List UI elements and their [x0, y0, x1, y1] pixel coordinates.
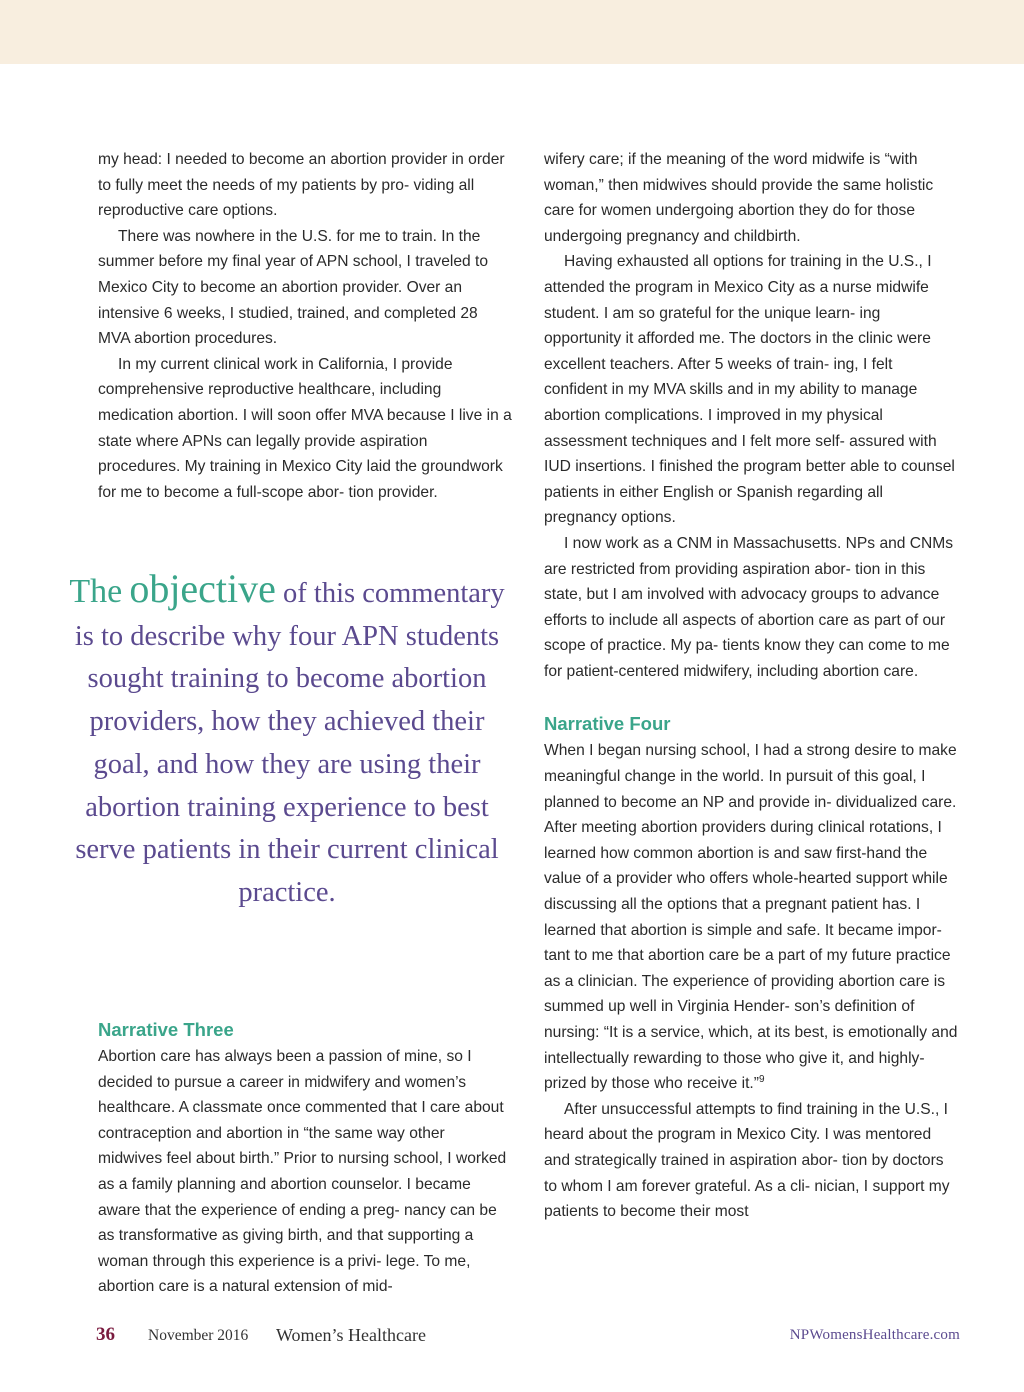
page-footer — [0, 1322, 1024, 1352]
issue-date: November 2016 — [148, 1327, 249, 1344]
narrative-four-heading: Narrative Four — [544, 713, 671, 735]
pull-quote-keyword: objective — [129, 566, 276, 611]
left-paragraph-2: There was nowhere in the U.S. for me to train. In the summer before my final year of APN school, I traveled to Mexico City to become an abortion provider. Over an intensive 6 weeks, I studied, trained, and completed 28 MVA abortion procedures. — [98, 227, 489, 348]
narrative-four-text: When I began nursing school, I had a strong desire to make meaningful change in the world. In pursuit of this goal, I planned to become an NP and provide in- dividualized care. After meeting abortion providers during clinical rotations, I learned how common abortion is and saw first-hand the value of a provider who offers whole-hearted support while discussing all the options that a pregnant patient has. I learned that abortion is simple and safe. It became impor- tant to me that abortion care be a part of my future practice as a clinician. The experience of providing abortion care is summed up well in Virginia Hender- son’s definition of nursing: “It is a service, which, at its best, is emotionally and intellectually rewarding to those who give it, and highly-prized by those who receive it.” — [544, 742, 958, 1093]
left-paragraph-1: my head: I needed to become an abortion provider in order to fully meet the needs of my patients by pro- viding all reproductive care options. — [98, 151, 505, 220]
narrative-three-heading: Narrative Three — [98, 1019, 234, 1040]
right-column — [544, 147, 960, 1225]
narrative-four-paragraph-2: After unsuccessful attempts to find training in the U.S., I heard about the program in Mexico City. I was mentored and strategically trained in aspiration abor- tion by doctors to whom I am forever grateful. As a cli- nician, I support my patients to become their most — [544, 1100, 950, 1221]
narrative-four-paragraph-1 — [544, 738, 960, 1096]
pull-quote-lead: The — [69, 573, 123, 610]
narrative-three-body: Abortion care has always been a passion of mine, so I decided to pursue a career in midwifery and women’s healthcare. A classmate once commented that I care about contraception and abortion in “the same way other midwives feel about birth.” Prior to nursing school, I worked as a family planning and abortion counselor. I became aware that the experience of ending a preg- nancy can be as transformative as giving birth, and that supporting a woman through this experience is a privi- lege. To me, abortion care is a natural extension of mid- — [98, 1048, 507, 1296]
pull-quote — [64, 568, 510, 915]
narrative-three — [98, 1016, 513, 1300]
magazine-title: Women’s Healthcare — [276, 1325, 426, 1345]
right-paragraph-3: I now work as a CNM in Massachusetts. NPs and CNMs are restricted from providing aspiration abor- tion in this state, but I am involved with advocacy groups to advance efforts to include all aspects of abortion care as part of our scope of practice. My pa- tients know they can come to me for patient-centered midwifery, including abortion care. — [544, 534, 954, 680]
website-url: NPWomensHealthcare.com — [789, 1327, 960, 1343]
page-number: 36 — [96, 1324, 115, 1345]
header-band — [0, 0, 1024, 64]
left-paragraph-3: In my current clinical work in California, I provide comprehensive reproductive healthcare, including medication abortion. I will soon offer MVA because I live in a state where APNs can legally provide aspiration procedures. My training in Mexico City laid the groundwork for me to become a full-scope abor- tion provider. — [98, 355, 512, 501]
pull-quote-text: of this commentary is to describe why four APN students sought training to become abortion providers, how they achieved their goal, and how they are using their abortion training experience to best serve patients in their current clinical practice. — [74, 578, 505, 908]
left-column — [98, 147, 513, 505]
right-paragraph-1: wifery care; if the meaning of the word midwife is “with woman,” then midwives should provide the same holistic care for women undergoing abortion they do for those undergoing pregnancy and childbirth. — [544, 151, 934, 245]
citation-marker: 9 — [758, 1074, 765, 1085]
right-paragraph-2: Having exhausted all options for training in the U.S., I attended the program in Mexico City as a nurse midwife student. I am so grateful for the unique learn- ing opportunity it afforded me. The doctors in the clinic were excellent teachers. After 5 weeks of train- ing, I felt confident in my MVA skills and in my ability to manage abortion complications. I improved in my physical assessment techniques and I felt more self- assured with IUD insertions. I finished the program better able to counsel patients in either English or Spanish regarding all pregnancy options. — [544, 253, 955, 527]
